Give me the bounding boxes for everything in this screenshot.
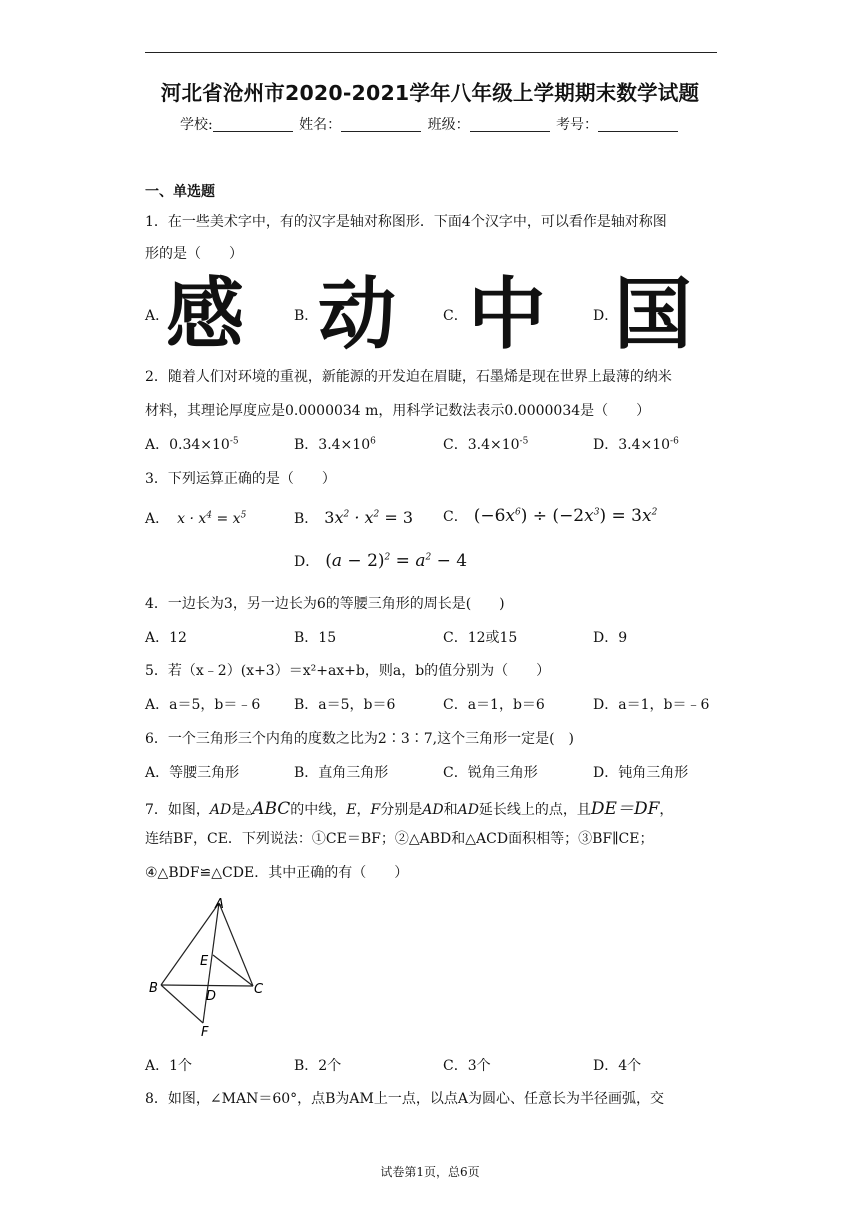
q6-option-b: B．直角三角形 — [294, 765, 389, 781]
q7-stem-line1: 7．如图，AD是△ABC的中线，E，F分别是AD和AD延长线上的点，且DE＝DF， — [145, 799, 674, 819]
class-blank[interactable] — [470, 117, 550, 132]
q5-option-d: D．a＝1，b＝﹣6 — [593, 697, 710, 713]
q2-option-c: C．$3.4\times 10^{-5}$ — [443, 436, 529, 453]
q2-option-a: A．$0.34\times 10^{-5}$ — [145, 436, 239, 453]
fig-label-f: F — [201, 1025, 209, 1040]
q1-option-c-label: C． — [443, 308, 468, 324]
name-blank[interactable] — [341, 117, 421, 132]
q5-option-c: C．a＝1，b＝6 — [443, 697, 545, 713]
q5-stem: 5．若（x﹣2）(x+3）＝x²+ax+b，则a，b的值分别为（ ） — [145, 663, 551, 679]
fig-label-d: D — [206, 989, 217, 1004]
fig-label-c: C — [254, 982, 264, 997]
name-label: 姓名： — [299, 117, 342, 133]
school-blank[interactable] — [213, 117, 293, 132]
fig-label-e: E — [200, 954, 209, 969]
q2-option-d: D．$3.4\times 10^{-6}$ — [593, 436, 679, 453]
q1-stem-line2: 形的是（ ） — [145, 246, 243, 262]
q4-option-b: B．15 — [294, 630, 337, 646]
q7-triangle-figure — [145, 895, 275, 1045]
section-heading: 一、单选题 — [145, 184, 215, 200]
q8-stem-line1: 8．如图，∠MAN＝60°，点B为AM上一点，以点A为圆心、任意长为半径画弧，交 — [145, 1091, 664, 1107]
q7-stem-line2: 连结BF，CE．下列说法：①CE＝BF；②△ABD和△ACD面积相等；③BF∥CE； — [145, 831, 654, 847]
q6-option-c: C．锐角三角形 — [443, 765, 538, 781]
q7-stem-line3: ④△BDF≌△CDE．其中正确的有（ ） — [145, 865, 409, 881]
q1-option-b-label: B． — [294, 308, 319, 324]
q1-option-d-char: 国 — [614, 270, 693, 360]
q2-stem-line2: 材料，其理论厚度应是0.0000034 m，用科学记数法表示0.0000034是（ ） — [145, 403, 651, 419]
page-footer: 试卷第1页，总6页 — [380, 1165, 480, 1179]
q3-option-a: A． $x \cdot x^4 = x^5$ — [145, 510, 247, 527]
exam-number-blank[interactable] — [598, 117, 678, 132]
q5-option-b: B．a＝5，b＝6 — [294, 697, 396, 713]
q2-stem-line1: 2．随着人们对环境的重视，新能源的开发迫在眉睫，石墨烯是现在世界上最薄的纳米 — [145, 369, 672, 385]
page-title: 河北省沧州市2020-2021学年八年级上学期期末数学试题 — [160, 81, 700, 105]
fig-label-a: A — [215, 897, 224, 912]
q2-option-b: B．$3.4\times 10^6$ — [294, 436, 376, 453]
q3-option-d: D． $(a - 2)^2 = a^2 - 4$ — [294, 551, 468, 571]
q6-option-a: A．等腰三角形 — [145, 765, 240, 781]
q1-stem-line1: 1．在一些美术字中，有的汉字是轴对称图形．下面4个汉字中，可以看作是轴对称图 — [145, 214, 667, 230]
q1-option-b-char: 动 — [318, 270, 397, 360]
q5-option-a: A．a＝5，b＝﹣6 — [145, 697, 261, 713]
q6-stem: 6．一个三角形三个内角的度数之比为2∶3∶7,这个三角形一定是( ) — [145, 731, 575, 747]
top-rule — [145, 52, 717, 53]
q7-option-d: D．4个 — [593, 1058, 642, 1074]
q7-option-b: B．2个 — [294, 1058, 342, 1074]
q4-option-a: A．12 — [145, 630, 187, 646]
q1-option-a-label: A． — [145, 308, 170, 324]
q3-stem: 3．下列运算正确的是（ ） — [145, 471, 336, 487]
fig-label-b: B — [149, 981, 158, 996]
class-label: 班级： — [427, 117, 470, 133]
q4-stem: 4．一边长为3，另一边长为6的等腰三角形的周长是( ) — [145, 596, 505, 612]
student-info-line — [0, 114, 860, 134]
exam-number-label: 考号： — [556, 117, 599, 133]
q3-option-c: C． $(-6x^6) \div (-2x^3) = 3x^2$ — [443, 506, 658, 526]
q1-option-d-label: D． — [593, 308, 619, 324]
q1-option-a-char: 感 — [166, 270, 245, 360]
q3-option-b: B． $3x^2 \cdot x^2 = 3$ — [294, 508, 414, 527]
q4-option-c: C．12或15 — [443, 630, 518, 646]
q7-option-c: C．3个 — [443, 1058, 491, 1074]
q7-option-a: A．1个 — [145, 1058, 193, 1074]
q1-option-c-char: 中 — [468, 270, 547, 360]
school-label: 学校: — [179, 117, 213, 133]
q6-option-d: D．钝角三角形 — [593, 765, 689, 781]
q4-option-d: D．9 — [593, 630, 628, 646]
